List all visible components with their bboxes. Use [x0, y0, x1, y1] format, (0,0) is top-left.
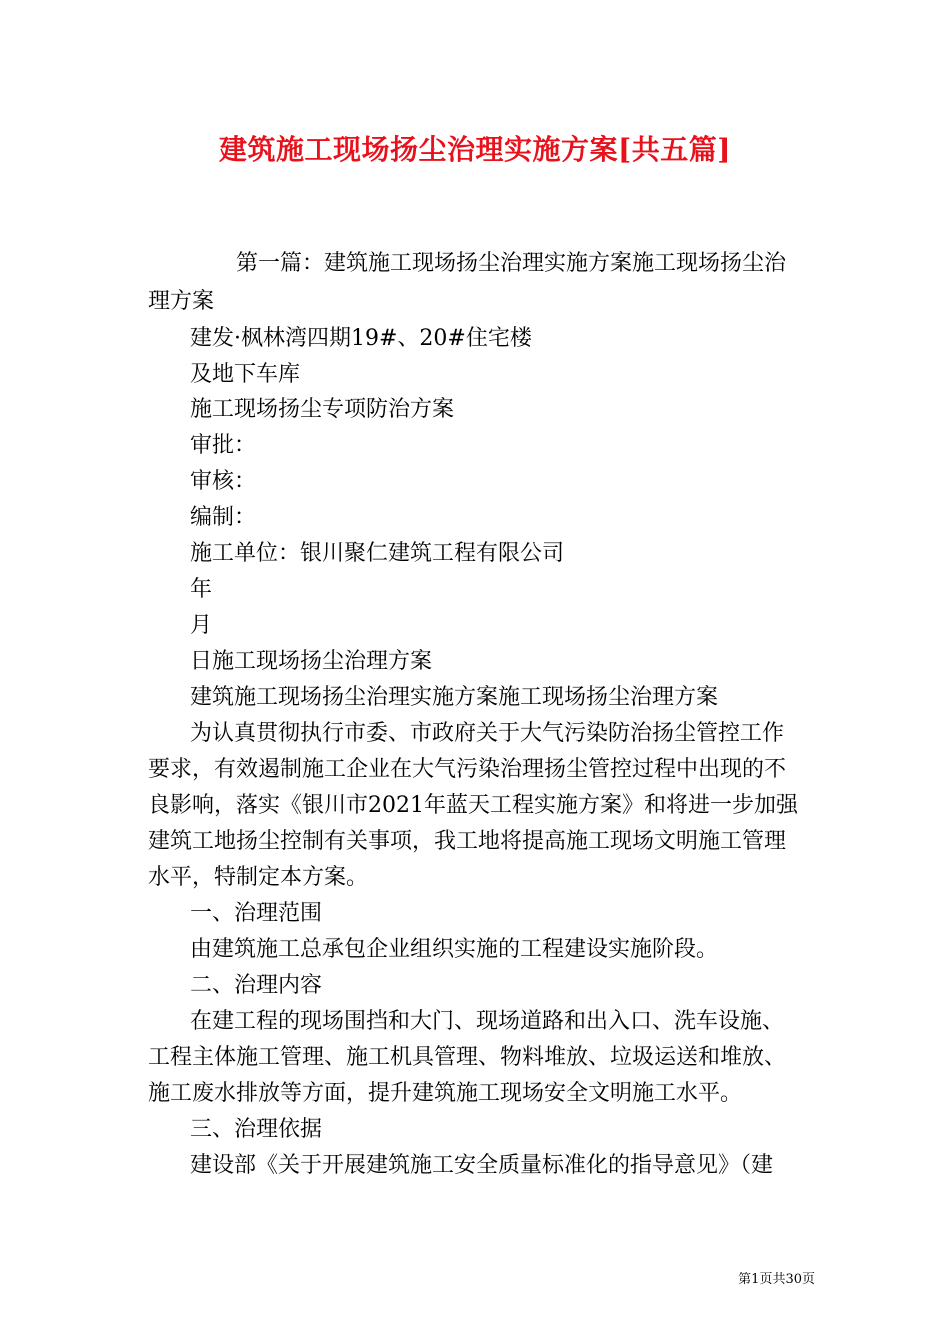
text-line: 施工现场扬尘专项防治方案 — [190, 397, 455, 422]
text-line: 良影响，落实《银川市2021年蓝天工程实施方案》和将进一步加强 — [148, 793, 798, 818]
text-line: 建筑施工现场扬尘治理实施方案施工现场扬尘治理方案 — [190, 685, 719, 710]
text-line: 理方案 — [148, 289, 215, 314]
text-line: 月 — [190, 613, 213, 638]
page-number: 第1页共30页 — [738, 1272, 815, 1287]
text-line: 第一篇：建筑施工现场扬尘治理实施方案施工现场扬尘治 — [236, 251, 787, 276]
text-line: 水平，特制定本方案。 — [148, 865, 369, 890]
text-line: 在建工程的现场围挡和大门、现场道路和出入口、洗车设施、 — [190, 1009, 785, 1034]
text-line: 年 — [190, 577, 213, 602]
text-line: 编制： — [190, 505, 257, 530]
section-heading: 二、治理内容 — [190, 973, 323, 998]
text-line: 建设部《关于开展建筑施工安全质量标准化的指导意见》（建 — [190, 1153, 774, 1178]
text-line: 施工废水排放等方面，提升建筑施工现场安全文明施工水平。 — [148, 1081, 743, 1106]
text-line: 及地下车库 — [190, 362, 301, 387]
text-line: 工程主体施工管理、施工机具管理、物料堆放、垃圾运送和堆放、 — [148, 1045, 787, 1070]
text-line: 要求，有效遏制施工企业在大气污染治理扬尘管控过程中出现的不 — [148, 757, 787, 782]
section-heading: 一、治理范围 — [190, 901, 323, 926]
text-line: 审批： — [190, 433, 257, 458]
text-line: 建筑工地扬尘控制有关事项，我工地将提高施工现场文明施工管理 — [148, 829, 787, 854]
text-line: 建发·枫林湾四期19#、20#住宅楼 — [190, 326, 532, 351]
document-title: 建筑施工现场扬尘治理实施方案[共五篇] — [219, 133, 731, 166]
text-line: 为认真贯彻执行市委、市政府关于大气污染防治扬尘管控工作 — [190, 721, 785, 746]
text-line: 由建筑施工总承包企业组织实施的工程建设实施阶段。 — [190, 937, 719, 962]
text-line: 日施工现场扬尘治理方案 — [190, 649, 433, 674]
text-line: 审核： — [190, 469, 257, 494]
text-line: 施工单位：银川聚仁建筑工程有限公司 — [190, 541, 565, 566]
section-heading: 三、治理依据 — [190, 1117, 323, 1142]
